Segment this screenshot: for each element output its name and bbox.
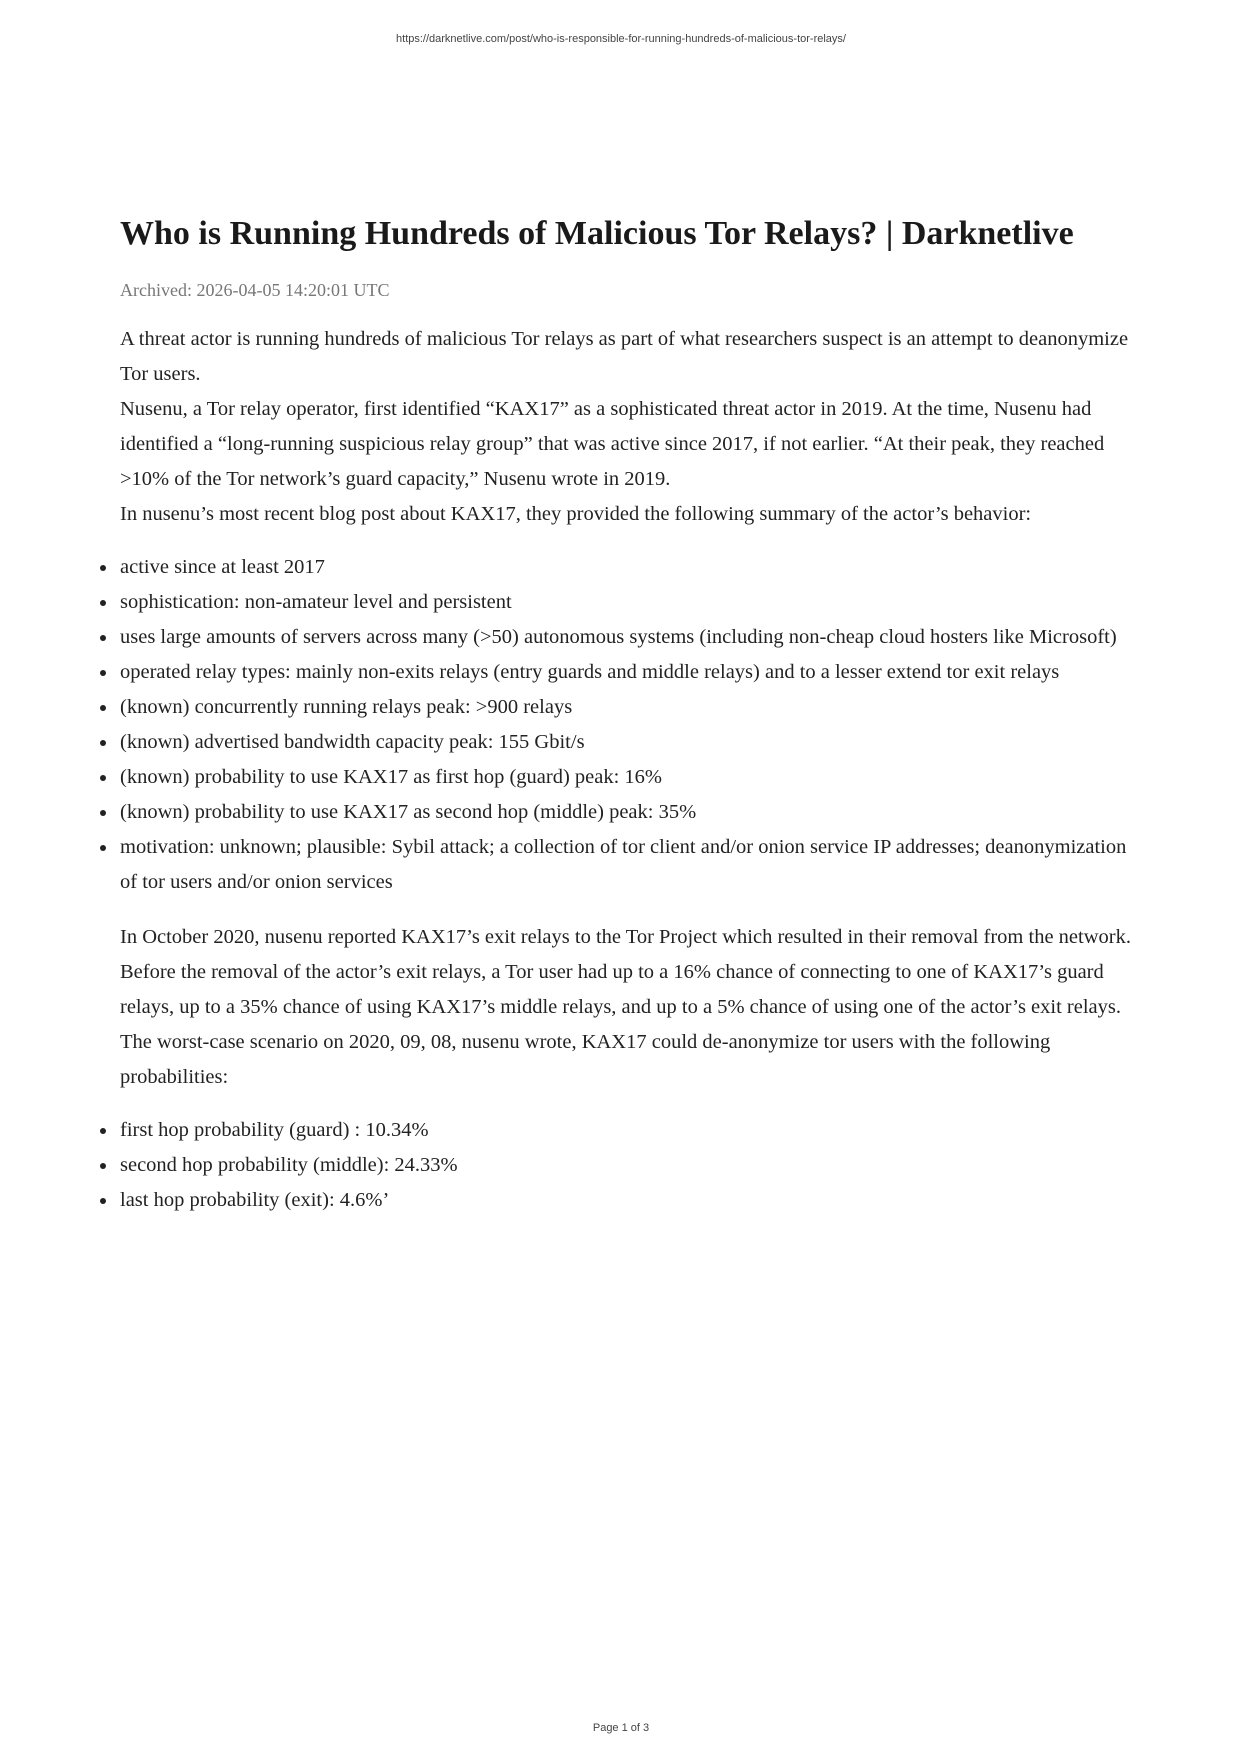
list-item: sophistication: non-amateur level and persistent: [120, 585, 1140, 620]
list-item: (known) concurrently running relays peak: >900 relays: [120, 690, 1140, 725]
list-item: last hop probability (exit): 4.6%’: [120, 1183, 1140, 1218]
article: [120, 212, 1140, 1238]
list-item: (known) probability to use KAX17 as first hop (guard) peak: 16%: [120, 760, 1140, 795]
summary-list: [120, 550, 1140, 900]
archived-timestamp: Archived: 2026-04-05 14:20:01 UTC: [120, 280, 390, 300]
list-item: uses large amounts of servers across many (>50) autonomous systems (including non-cheap cloud hosters like Microsoft): [120, 620, 1140, 655]
paragraph: A threat actor is running hundreds of malicious Tor relays as part of what researchers suspect is an attempt to deanonymize Tor users.: [120, 328, 1129, 385]
list-item: operated relay types: mainly non-exits relays (entry guards and middle relays) and to a lesser extend tor exit relays: [120, 655, 1140, 690]
list-item: active since at least 2017: [120, 550, 1140, 585]
list-item: (known) advertised bandwidth capacity peak: 155 Gbit/s: [120, 725, 1140, 760]
paragraph: Nusenu, a Tor relay operator, first identified “KAX17” as a sophisticated threat actor in 2019. At the time, Nusenu had identified a “long-running suspicious relay group” that was active since 2017, if not earlier. “At their peak, they reached >10% of the Tor network’s guard capacity,” Nusenu wrote in 2019.: [120, 398, 1105, 490]
page-number: Page 1 of 3: [592, 1722, 650, 1734]
list-item: (known) probability to use KAX17 as second hop (middle) peak: 35%: [120, 795, 1140, 830]
paragraph: In October 2020, nusenu reported KAX17’s exit relays to the Tor Project which resulted in their removal from the network. Before the removal of the actor’s exit relays, a Tor user had up to a 16% chance of connecting to one of KAX17’s guard relays, up to a 35% chance of using KAX17’s middle relays, and up to a 5% chance of using one of the actor’s exit relays. The worst-case scenario on 2020, 09, 08, nusenu wrote, KAX17 could de-anonymize tor users with the following probabilities:: [120, 926, 1131, 1088]
paragraph: In nusenu’s most recent blog post about KAX17, they provided the following summary of the actor’s behavior:: [120, 503, 1032, 525]
list-item: second hop probability (middle): 24.33%: [120, 1148, 1140, 1183]
page-url: https://darknetlive.com/post/who-is-responsible-for-running-hundreds-of-malicious-tor-relays/: [396, 33, 846, 45]
probability-list: [120, 1113, 1140, 1218]
list-item: motivation: unknown; plausible: Sybil attack; a collection of tor client and/or onion service IP addresses; deanonymization of tor users and/or onion services: [120, 830, 1140, 900]
article-title: Who is Running Hundreds of Malicious Tor Relays? | Darknetlive: [120, 215, 1074, 252]
list-item: first hop probability (guard) : 10.34%: [120, 1113, 1140, 1148]
